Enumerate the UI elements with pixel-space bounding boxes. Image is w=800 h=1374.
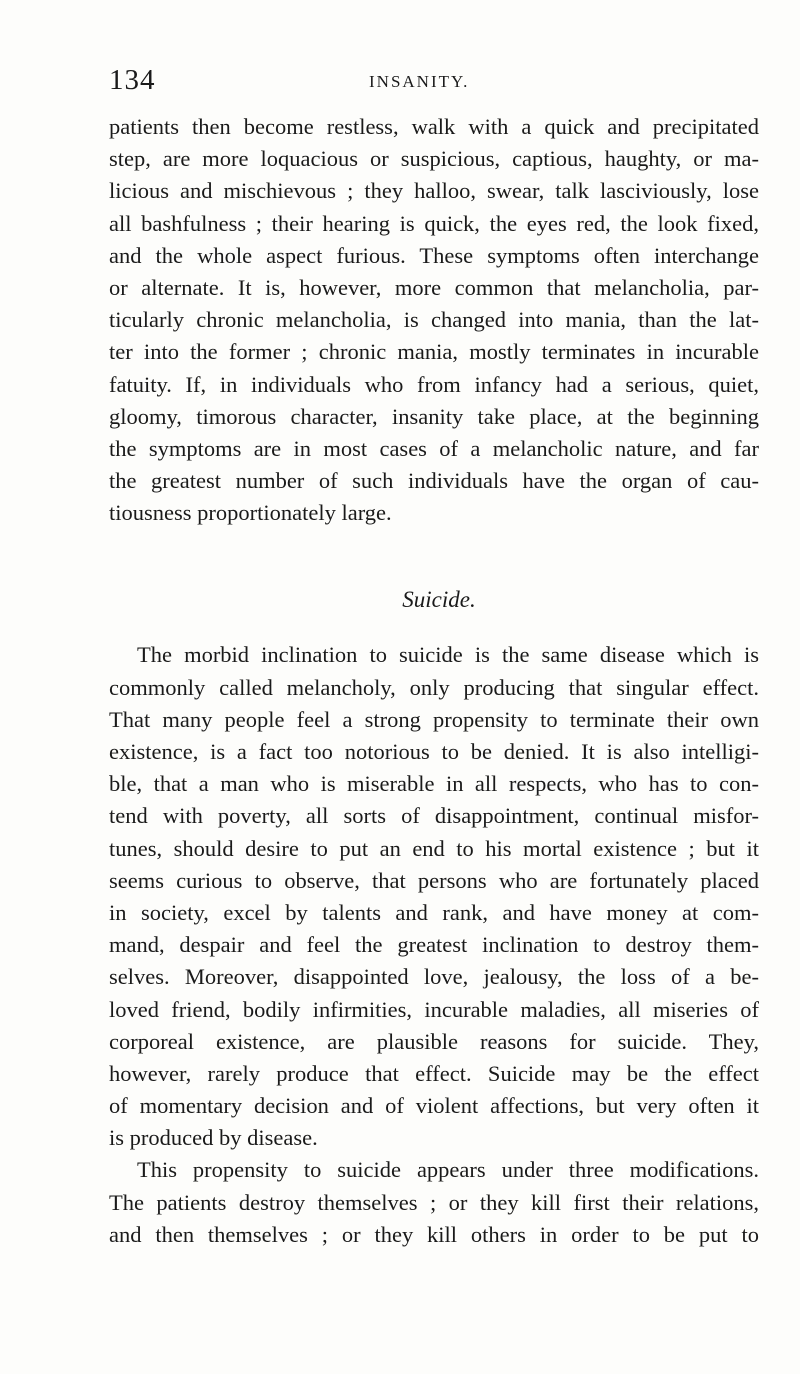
- text-line: commonly called melancholy, only producing that singular effect.: [109, 674, 759, 700]
- text-line: This propensity to suicide appears under three modifications.: [137, 1157, 759, 1183]
- text-line: the symptoms are in most cases of a melancholic nature, and far: [109, 435, 759, 461]
- paragraph-2: [109, 639, 759, 1154]
- text-line: tend with poverty, all sorts of disappointment, continual misfor-: [109, 803, 759, 829]
- text-line: fatuity. If, in individuals who from infancy had a serious, quiet,: [109, 371, 759, 397]
- text-line: existence, is a fact too notorious to be denied. It is also intelligi-: [109, 739, 759, 764]
- text-line: The patients destroy themselves ; or they kill first their relations,: [109, 1189, 759, 1215]
- running-title: INSANITY.: [369, 72, 470, 91]
- section-heading: Suicide.: [402, 587, 476, 613]
- text-line: ble, that a man who is miserable in all respects, who has to con-: [109, 771, 759, 797]
- text-line: The morbid inclination to suicide is the same disease which is: [137, 642, 759, 668]
- page-header: [109, 64, 709, 104]
- text-line: mand, despair and feel the greatest inclination to destroy them-: [109, 932, 759, 958]
- text-line: corporeal existence, are plausible reasons for suicide. They,: [109, 1028, 759, 1054]
- text-line: in society, excel by talents and rank, and have money at com-: [109, 899, 759, 925]
- text-line: patients then become restless, walk with a quick and precipitated: [109, 114, 759, 139]
- text-line: loved friend, bodily infirmities, incurable maladies, all miseries of: [109, 996, 759, 1022]
- page-number: 134: [109, 64, 156, 96]
- text-line: ticularly chronic melancholia, is changed into mania, than the lat-: [109, 307, 759, 333]
- text-line: or alternate. It is, however, more common that melancholia, par-: [109, 274, 759, 300]
- text-line: licious and mischievous ; they halloo, swear, talk lasciviously, lose: [109, 178, 759, 204]
- text-line: and the whole aspect furious. These symptoms often interchange: [109, 242, 759, 268]
- body-text: [109, 111, 759, 1251]
- text-line: gloomy, timorous character, insanity take place, at the beginning: [109, 403, 759, 429]
- text-line: selves. Moreover, disappointed love, jealousy, the loss of a be-: [109, 964, 759, 990]
- text-line: tiousness proportionately large.: [109, 500, 392, 526]
- paragraph-3: [109, 1154, 759, 1251]
- text-line: That many people feel a strong propensity to terminate their own: [109, 706, 759, 732]
- text-line: of momentary decision and of violent affections, but very often it: [109, 1093, 759, 1119]
- text-line: ter into the former ; chronic mania, mostly terminates in incurable: [109, 339, 759, 365]
- text-line: seems curious to observe, that persons who are fortunately placed: [109, 867, 759, 893]
- text-line: the greatest number of such individuals have the organ of cau-: [109, 468, 759, 494]
- text-line: however, rarely produce that effect. Suicide may be the effect: [109, 1060, 759, 1086]
- text-line: all bashfulness ; their hearing is quick, the eyes red, the look fixed,: [109, 210, 759, 236]
- text-line: tunes, should desire to put an end to his mortal existence ; but it: [109, 835, 759, 861]
- text-line: and then themselves ; or they kill others in order to be put to: [109, 1221, 759, 1247]
- text-line: step, are more loquacious or suspicious, captious, haughty, or ma-: [109, 146, 759, 172]
- text-line: is produced by disease.: [109, 1125, 318, 1151]
- paragraph-1: [109, 111, 759, 529]
